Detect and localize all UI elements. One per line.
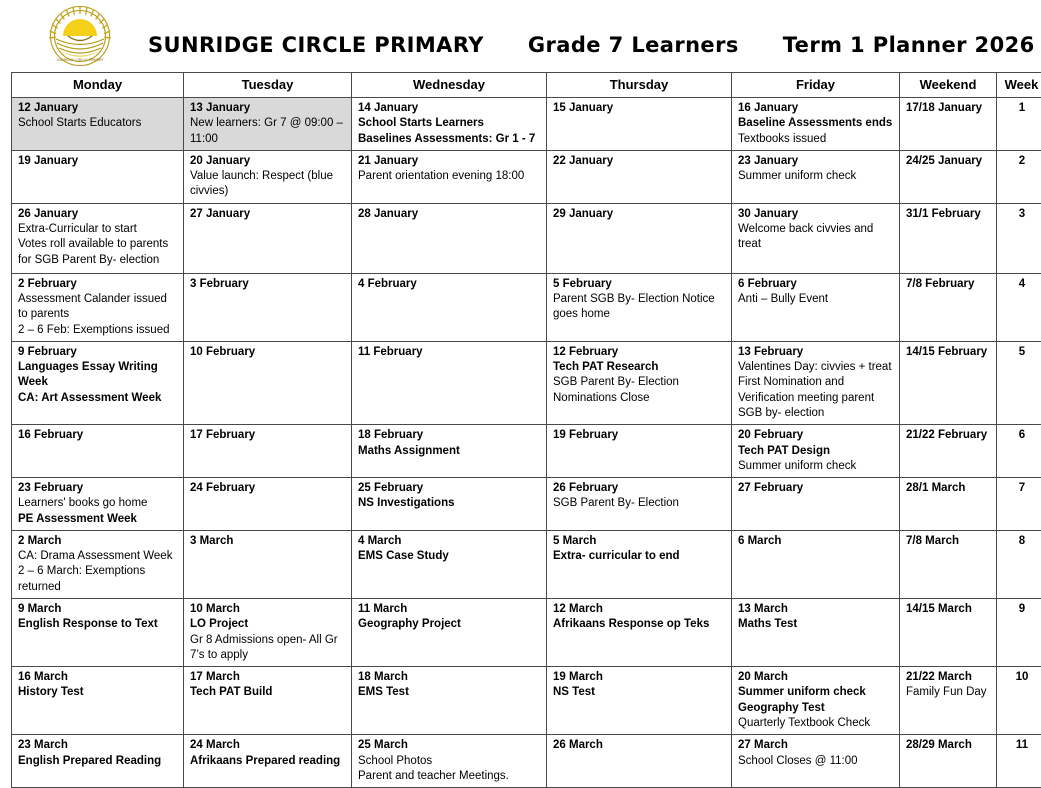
day-date: 5 February [553,277,726,292]
day-event: EMS Test [358,685,541,700]
day-cell[interactable] [184,273,352,341]
day-cell[interactable] [12,341,184,424]
day-cell[interactable] [732,599,900,667]
day-event: Baselines Assessments: Gr 1 - 7 [358,132,541,147]
day-event: Maths Assignment [358,444,541,459]
day-date: 11 March [358,602,541,617]
day-date: 23 March [18,738,178,753]
day-date: 4 March [358,534,541,549]
day-date: 21 January [358,154,541,169]
school-crest-logo [48,4,112,68]
day-event: Family Fun Day [906,685,991,700]
week-number-cell: 9 [997,599,1041,667]
week-number-cell: 10 [997,667,1041,735]
day-event: Welcome back civvies and treat [738,222,894,253]
day-date: 14/15 February [906,345,991,360]
table-row [12,667,1041,735]
day-event: First Nomination and Verification meeting parent SGB by- election [738,375,894,421]
day-cell[interactable] [732,203,900,273]
table-row [12,98,1041,151]
day-date: 3 February [190,277,346,292]
day-cell[interactable] [184,599,352,667]
day-cell[interactable] [352,599,547,667]
day-cell[interactable] [184,735,352,788]
day-date: 12 March [553,602,726,617]
week-number-cell: 3 [997,203,1041,273]
day-cell[interactable] [900,98,997,151]
day-event: LO Project [190,617,346,632]
day-event: School Starts Learners [358,116,541,131]
day-date: 20 January [190,154,346,169]
day-event: School Starts Educators [18,116,178,131]
column-header-wednesday: Wednesday [352,73,547,98]
day-event: Learners' books go home [18,496,178,511]
day-date: 13 January [190,101,346,116]
day-date: 14 January [358,101,541,116]
day-event: Quarterly Textbook Check [738,716,894,731]
day-event: Tech PAT Design [738,444,894,459]
day-date: 6 February [738,277,894,292]
day-date: 28/29 March [906,738,991,753]
day-event: New learners: Gr 7 @ 09:00 – 11:00 [190,116,346,147]
day-cell[interactable] [900,735,997,788]
day-cell[interactable] [900,530,997,598]
svg-text:SUNRIDGE CIRCLE PRIMARY: SUNRIDGE CIRCLE PRIMARY [57,58,105,62]
week-number-cell: 2 [997,150,1041,203]
day-cell[interactable] [184,478,352,531]
table-row [12,203,1041,273]
day-cell[interactable] [900,478,997,531]
day-cell[interactable] [732,478,900,531]
header-row [12,73,1041,98]
day-event: Gr 8 Admissions open- All Gr 7’s to apply [190,633,346,664]
day-date: 27 January [190,207,346,222]
week-number-cell: 6 [997,425,1041,478]
day-cell[interactable] [12,735,184,788]
day-date: 9 March [18,602,178,617]
day-event: Afrikaans Response op Teks [553,617,726,632]
day-event: Parent SGB By- Election Notice goes home [553,292,726,323]
day-cell[interactable] [352,341,547,424]
day-event: English Response to Text [18,617,178,632]
day-event: Maths Test [738,617,894,632]
day-cell[interactable] [352,530,547,598]
day-date: 9 February [18,345,178,360]
day-cell[interactable] [352,203,547,273]
day-event: CA: Drama Assessment Week [18,549,178,564]
day-cell[interactable] [547,735,732,788]
day-date: 17/18 January [906,101,991,116]
day-cell[interactable] [732,150,900,203]
day-date: 13 March [738,602,894,617]
day-cell[interactable] [900,425,997,478]
day-date: 4 February [358,277,541,292]
day-cell[interactable] [547,667,732,735]
table-row [12,530,1041,598]
day-cell[interactable] [900,599,997,667]
day-event: Votes roll available to parents for SGB Parent By- election [18,237,178,268]
day-event: Geography Test [738,701,894,716]
day-date: 30 January [738,207,894,222]
day-date: 2 February [18,277,178,292]
table-row [12,478,1041,531]
day-cell[interactable] [184,341,352,424]
day-cell[interactable] [12,599,184,667]
day-cell[interactable] [352,667,547,735]
day-date: 19 January [18,154,178,169]
day-cell[interactable] [184,425,352,478]
day-cell[interactable] [184,203,352,273]
day-event: Languages Essay Writing Week [18,360,178,391]
day-date: 26 March [553,738,726,753]
planner-container [0,72,1041,788]
week-number-cell: 4 [997,273,1041,341]
day-event: Baseline Assessments ends [738,116,894,131]
day-cell[interactable] [732,425,900,478]
day-date: 19 March [553,670,726,685]
week-number-cell: 8 [997,530,1041,598]
column-header-monday: Monday [12,73,184,98]
day-date: 26 February [553,481,726,496]
table-row [12,425,1041,478]
day-event: School Closes @ 11:00 [738,754,894,769]
column-header-tuesday: Tuesday [184,73,352,98]
day-date: 6 March [738,534,894,549]
day-date: 23 February [18,481,178,496]
day-date: 13 February [738,345,894,360]
day-date: 18 March [358,670,541,685]
day-date: 24 March [190,738,346,753]
day-cell[interactable] [352,273,547,341]
day-date: 12 February [553,345,726,360]
page-header [0,0,1041,72]
day-cell[interactable] [547,150,732,203]
column-header-weekend: Weekend [900,73,997,98]
day-cell[interactable] [352,478,547,531]
day-event: Geography Project [358,617,541,632]
day-cell[interactable] [12,425,184,478]
day-date: 20 March [738,670,894,685]
day-cell[interactable] [184,530,352,598]
day-date: 15 January [553,101,726,116]
day-cell[interactable] [12,478,184,531]
day-cell[interactable] [547,341,732,424]
day-cell[interactable] [900,150,997,203]
day-event: Valentines Day: civvies + treat [738,360,894,375]
day-date: 19 February [553,428,726,443]
day-date: 31/1 February [906,207,991,222]
day-date: 5 March [553,534,726,549]
day-date: 25 March [358,738,541,753]
day-date: 28 January [358,207,541,222]
day-event: NS Investigations [358,496,541,511]
day-event: PE Assessment Week [18,512,178,527]
day-date: 16 January [738,101,894,116]
week-number-cell: 1 [997,98,1041,151]
header-title-row [148,33,1035,57]
table-row [12,735,1041,788]
day-cell[interactable] [547,425,732,478]
day-cell[interactable] [12,150,184,203]
day-cell[interactable] [352,735,547,788]
table-row [12,341,1041,424]
day-date: 2 March [18,534,178,549]
day-event: Tech PAT Research [553,360,726,375]
day-cell[interactable] [732,530,900,598]
grade-label: Grade 7 Learners [528,33,739,57]
school-name: SUNRIDGE CIRCLE PRIMARY [148,33,484,57]
day-cell[interactable] [547,530,732,598]
day-event: Textbooks issued [738,132,894,147]
day-date: 27 March [738,738,894,753]
day-cell[interactable] [732,98,900,151]
day-event: Assessment Calander issued to parents [18,292,178,323]
day-event: School Photos [358,754,541,769]
day-date: 21/22 February [906,428,991,443]
day-date: 18 February [358,428,541,443]
day-date: 20 February [738,428,894,443]
day-cell[interactable] [547,478,732,531]
day-event: 2 – 6 Feb: Exemptions issued [18,323,178,338]
day-event: Parent and teacher Meetings. [358,769,541,784]
day-cell[interactable] [12,530,184,598]
day-date: 7/8 February [906,277,991,292]
day-event: 2 – 6 March: Exemptions returned [18,564,178,595]
week-number-cell: 7 [997,478,1041,531]
day-date: 10 February [190,345,346,360]
table-body [12,98,1041,788]
day-date: 7/8 March [906,534,991,549]
term-planner-table [11,72,1041,788]
day-date: 25 February [358,481,541,496]
day-event: NS Test [553,685,726,700]
day-event: Extra- curricular to end [553,549,726,564]
day-cell[interactable] [732,735,900,788]
table-row [12,150,1041,203]
day-date: 27 February [738,481,894,496]
day-event: SGB Parent By- Election Nominations Close [553,375,726,406]
day-cell[interactable] [184,150,352,203]
day-cell[interactable] [352,98,547,151]
day-cell[interactable] [732,273,900,341]
day-event: Extra-Curricular to start [18,222,178,237]
day-event: Tech PAT Build [190,685,346,700]
day-cell[interactable] [12,98,184,151]
day-event: Anti – Bully Event [738,292,894,307]
day-cell[interactable] [12,667,184,735]
day-date: 17 February [190,428,346,443]
day-cell[interactable] [352,150,547,203]
table-row [12,273,1041,341]
table-row [12,599,1041,667]
day-event: CA: Art Assessment Week [18,391,178,406]
table-header [12,73,1041,98]
day-date: 16 March [18,670,178,685]
day-event: Afrikaans Prepared reading [190,754,346,769]
day-event: English Prepared Reading [18,754,178,769]
day-date: 17 March [190,670,346,685]
day-date: 12 January [18,101,178,116]
day-cell[interactable] [732,341,900,424]
day-event: SGB Parent By- Election [553,496,726,511]
week-number-cell: 11 [997,735,1041,788]
day-date: 14/15 March [906,602,991,617]
day-date: 26 January [18,207,178,222]
day-cell[interactable] [900,203,997,273]
day-event: Summer uniform check [738,685,894,700]
term-label: Term 1 Planner 2026 [783,33,1035,57]
day-event: Value launch: Respect (blue civvies) [190,169,346,200]
day-cell[interactable] [184,667,352,735]
day-date: 10 March [190,602,346,617]
day-cell[interactable] [12,273,184,341]
day-date: 3 March [190,534,346,549]
day-cell[interactable] [547,273,732,341]
day-cell[interactable] [547,98,732,151]
day-date: 16 February [18,428,178,443]
day-event: Parent orientation evening 18:00 [358,169,541,184]
column-header-thursday: Thursday [547,73,732,98]
week-number-cell: 5 [997,341,1041,424]
day-date: 23 January [738,154,894,169]
day-event: Summer uniform check [738,459,894,474]
day-cell[interactable] [184,98,352,151]
day-cell[interactable] [12,203,184,273]
day-cell[interactable] [900,341,997,424]
day-event: Summer uniform check [738,169,894,184]
day-event: History Test [18,685,178,700]
day-date: 28/1 March [906,481,991,496]
column-header-friday: Friday [732,73,900,98]
day-cell[interactable] [900,667,997,735]
day-date: 22 January [553,154,726,169]
day-cell[interactable] [547,203,732,273]
day-event: EMS Case Study [358,549,541,564]
day-date: 21/22 March [906,670,991,685]
day-date: 11 February [358,345,541,360]
day-date: 24/25 January [906,154,991,169]
column-header-week: Week [997,73,1041,98]
day-cell[interactable] [547,599,732,667]
day-date: 24 February [190,481,346,496]
day-date: 29 January [553,207,726,222]
day-cell[interactable] [352,425,547,478]
day-cell[interactable] [900,273,997,341]
day-cell[interactable] [732,667,900,735]
